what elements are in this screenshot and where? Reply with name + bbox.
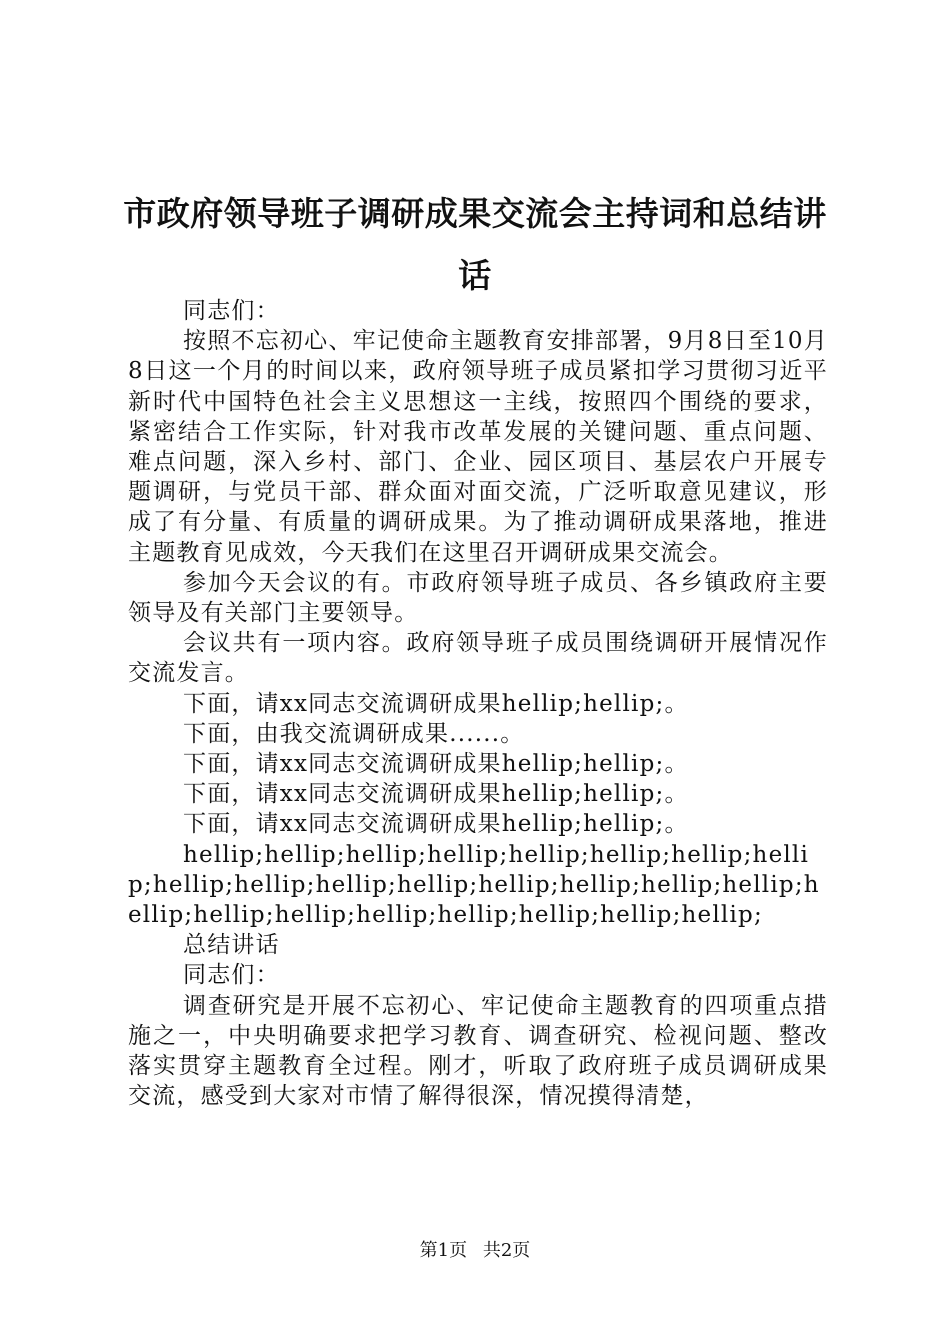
paragraph-attendees: 参加今天会议的有。市政府领导班子成员、各乡镇政府主要领导及有关部门主要领导。 [128, 569, 828, 627]
paragraph-salutation-2: 同志们： [183, 962, 280, 989]
page-footer [0, 1239, 950, 1263]
page-total: 共2页 [482, 1240, 531, 1261]
paragraph-intro: 按照不忘初心、牢记使命主题教育安排部署，9月8日至10月8日这一个月的时间以来，政府领导班子成员紧扣学习贯彻习近平新时代中国特色社会主义思想这一主线，按照四个围绕的要求，紧密结合工作实际，针对我市改革发展的关键问题、重点问题、难点问题，深入乡村、部门、企业、园区项目、基层农户开展专题调研，与党员干部、群众面对面交流，广泛听取意见建议，形成了有分量、有质量的调研成果。为了推动调研成果落地，推进主题教育见成效，今天我们在这里召开调研成果交流会。 [128, 328, 828, 566]
paragraph-speaker-2: 下面，由我交流调研成果......。 [183, 720, 525, 747]
paragraph-speaker-4: 下面，请xx同志交流调研成果hellip;hellip;。 [183, 781, 689, 808]
document-body [128, 296, 828, 1111]
page-number: 第1页 [419, 1240, 468, 1261]
paragraph-agenda: 会议共有一项内容。政府领导班子成员围绕调研开展情况作交流发言。 [128, 630, 828, 687]
document-title: 市政府领导班子调研成果交流会主持词和总结讲话 [123, 194, 827, 295]
paragraph-summary-body: 调查研究是开展不忘初心、牢记使命主题教育的四项重点措施之一，中央明确要求把学习教育、调查研究、检视问题、整改落实贯穿主题教育全过程。刚才，听取了政府班子成员调研成果交流，感受到大家对市情了解得很深，情况摸得清楚， [128, 992, 828, 1110]
paragraph-speaker-3: 下面，请xx同志交流调研成果hellip;hellip;。 [183, 751, 689, 778]
section-heading-summary: 总结讲话 [183, 932, 280, 959]
paragraph-speaker-1: 下面，请xx同志交流调研成果hellip;hellip;。 [183, 690, 689, 717]
paragraph-ellipsis: hellip;hellip;hellip;hellip;hellip;hellip;hellip;hellip;hellip;hellip;hellip;hellip;hellip;hellip;hellip;hellip;hellip;hellip;hellip;hellip;hellip;hellip;hellip;hellip; [128, 841, 820, 929]
paragraph-speaker-5: 下面，请xx同志交流调研成果hellip;hellip;。 [183, 811, 689, 838]
paragraph-salutation: 同志们： [183, 298, 280, 324]
